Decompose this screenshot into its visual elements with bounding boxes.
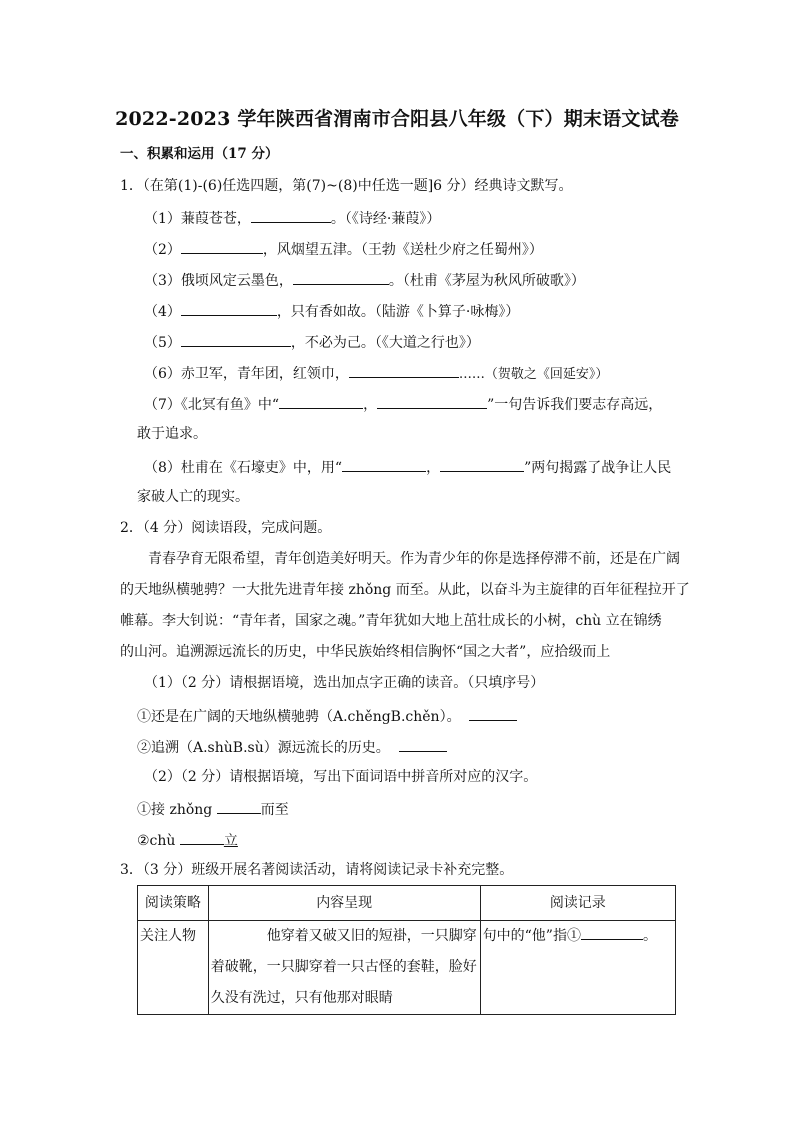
section-heading: 一、积累和运用（17 分） (120, 146, 279, 162)
answer-blank (181, 238, 263, 254)
q2-sub2-b: ②chù 立 (137, 829, 238, 851)
answer-blank (440, 456, 524, 472)
cell-record: 句中的“他”指① 。 (480, 921, 675, 1015)
q1-item-2: （2） ，风烟望五津。（王勃《送杜少府之任蜀州》） (144, 238, 543, 260)
q1-item-7: （7）《北冥有鱼》中“ ， ”一句告诉我们要志存高远， (144, 393, 662, 415)
answer-blank (217, 798, 261, 814)
q2-para-line-3: 帷幕。李大钊说：“青年者，国家之魂。”青年犹如大地上茁壮成长的小树，chù 立在锦绣 (120, 613, 662, 629)
answer-blank (377, 393, 487, 409)
answer-blank (251, 207, 331, 223)
answer-blank (342, 456, 426, 472)
q1-item-8-cont: 家破人亡的现实。 (137, 489, 249, 505)
q2-para-line-2: 的天地纵横驰骋？一大批先进青年接 zhǒng 而至。从此，以奋斗为主旋律的百年征程拉开了 (120, 582, 690, 598)
q1-item-4: （4） ，只有香如故。（陆游《卜算子·咏梅》） (144, 300, 519, 322)
q1-item-6: （6）赤卫军，青年团，红领巾， ……（贺敬之《回延安》） (144, 362, 608, 385)
q1-item-1: （1）蒹葭苍苍， 。（《诗经·蒹葭》） (144, 207, 440, 229)
exam-title: 2022-2023 学年陕西省渭南市合阳县八年级（下）期末语文试卷 (115, 108, 679, 130)
q1-item-8: （8）杜甫在《石壕吏》中，用“ ， ”两句揭露了战争让人民 (144, 456, 671, 478)
answer-blank (180, 829, 224, 845)
answer-blank (181, 300, 277, 316)
answer-blank (399, 736, 447, 752)
answer-blank (279, 393, 363, 409)
q1-item-5: （5） ，不必为己。（《大道之行也》） (144, 331, 480, 353)
answer-blank (469, 705, 517, 721)
q2-sub1: （1）（2 分）请根据语境，选出加点字正确的读音。（只填序号） (144, 675, 545, 691)
header-strategy: 阅读策略 (138, 886, 209, 921)
cell-strategy: 关注人物 (138, 921, 209, 1015)
q2-sub2-a: ①接 zhǒng 而至 (137, 798, 289, 820)
q2-sub1-b: ②追溯（A.shùB.sù）源远流长的历史。 (137, 736, 447, 758)
q2-para-line-4: 的山河。追溯源远流长的历史，中华民族始终相信胸怀“国之大者”，应拾级而上 (120, 644, 611, 660)
answer-blank (581, 924, 643, 940)
answer-blank (293, 269, 389, 285)
q2-stem: 2．（4 分）阅读语段，完成问题。 (120, 520, 332, 536)
q1-stem: 1．（在第(1)-(6)任选四题，第(7)~(8)中任选一题]6 分）经典诗文默写。 (120, 178, 573, 194)
answer-blank (181, 331, 291, 347)
q2-sub1-a: ①还是在广阔的天地纵横驰骋（A.chěngB.chěn）。 (137, 705, 517, 727)
q1-item-3: （3）俄顷风定云墨色， 。（杜甫《茅屋为秋风所破歌》） (144, 269, 585, 291)
table-header-row (138, 886, 676, 921)
header-record: 阅读记录 (480, 886, 675, 921)
q2-para-line-1: 青春孕育无限希望，青年创造美好明天。作为青少年的你是选择停滞不前，还是在广阔 (148, 551, 680, 567)
table-row (138, 921, 676, 1015)
q3-stem: 3．（3 分）班级开展名著阅读活动，请将阅读记录卡补充完整。 (120, 862, 514, 878)
answer-blank (349, 362, 459, 378)
header-content: 内容呈现 (208, 886, 480, 921)
reading-record-table (137, 885, 676, 1015)
q2-sub2: （2）（2 分）请根据语境，写出下面词语中拼音所对应的汉字。 (144, 769, 538, 785)
q1-item-7-cont: 敢于追求。 (137, 426, 207, 442)
cell-content: 他穿着又破又旧的短褂，一只脚穿 着破靴，一只脚穿着一只古怪的套鞋，脸好 久没有洗过，只有他那对眼睛 (208, 921, 480, 1015)
